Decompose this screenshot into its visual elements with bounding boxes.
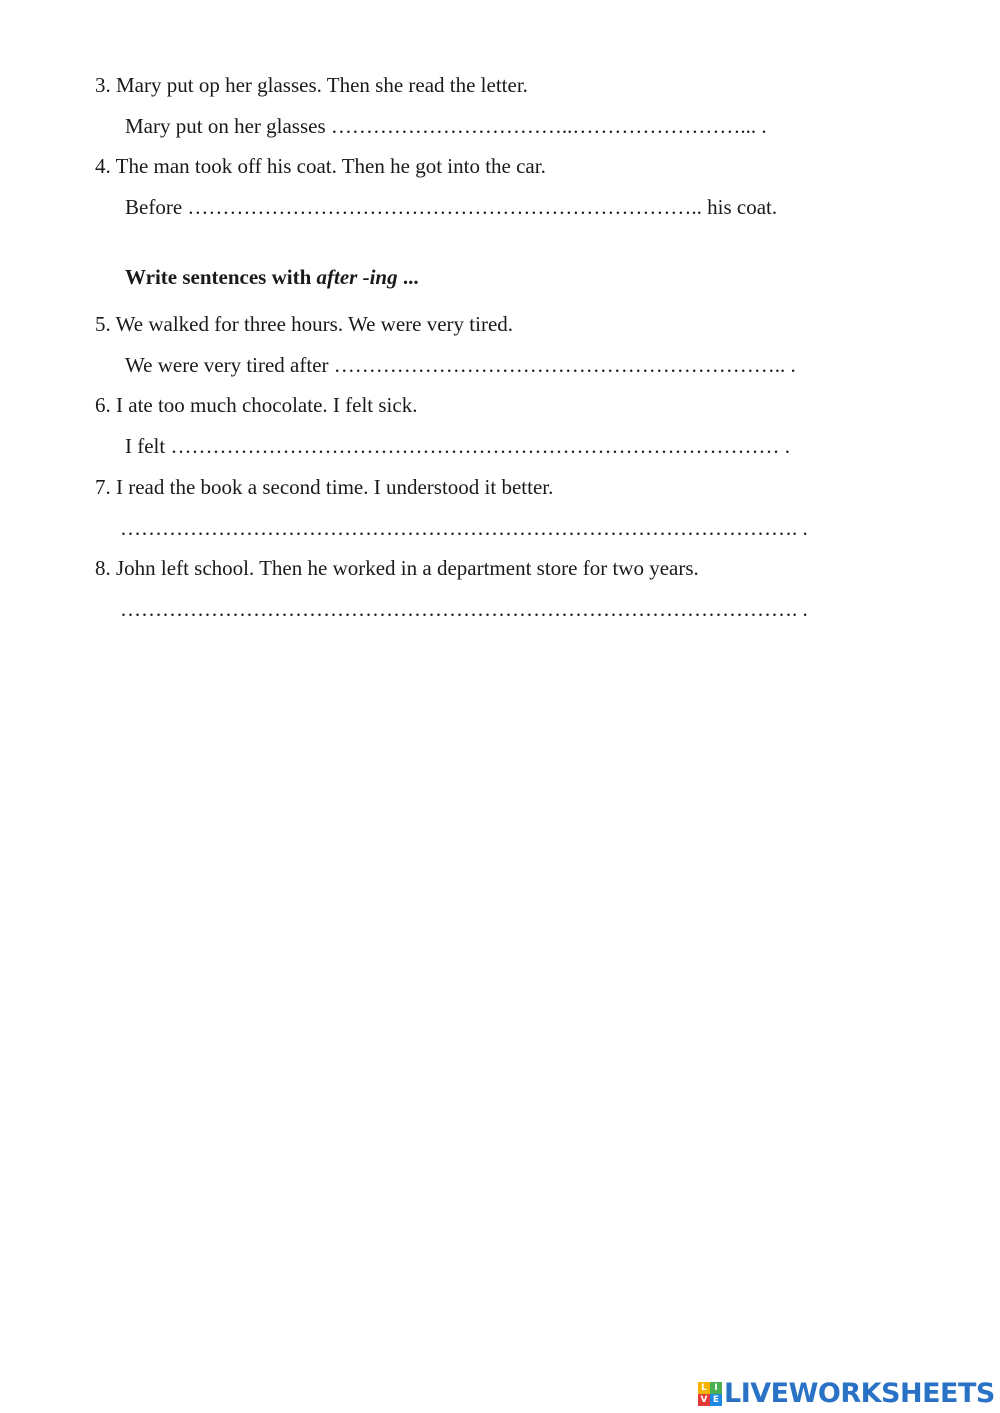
exercise-4-answer-line[interactable]: Before ……………………………………………………………….. his coat. [125, 195, 778, 219]
exercise-7-answer-line[interactable]: ……………………………………………………………………………………. . [120, 516, 808, 540]
liveworksheets-logo-text: LIVEWORKSHEETS [724, 1378, 995, 1409]
logo-letter-e: E [710, 1394, 722, 1406]
exercise-8-question: 8. John left school. Then he worked in a department store for two years. [95, 556, 699, 580]
section-heading-suffix: ... [397, 265, 419, 289]
exercise-6-answer-line[interactable]: I felt …………………………………………………………………………… . [125, 434, 790, 458]
section-heading [125, 264, 419, 290]
exercise-7-question: 7. I read the book a second time. I understood it better. [95, 475, 554, 499]
exercise-8-answer-line[interactable]: ……………………………………………………………………………………. . [120, 597, 808, 621]
exercise-5-answer-line[interactable]: We were very tired after ……………………………………………………….. . [125, 353, 796, 377]
section-heading-prefix: Write sentences with [125, 265, 317, 289]
logo-letter-l: L [698, 1382, 710, 1394]
section-heading-italic: after -ing [316, 265, 398, 289]
exercise-6-question: 6. I ate too much chocolate. I felt sick. [95, 393, 418, 417]
exercise-3-question: 3. Mary put op her glasses. Then she read the letter. [95, 73, 528, 97]
liveworksheets-logo-icon [698, 1382, 722, 1406]
exercise-4-question: 4. The man took off his coat. Then he got into the car. [95, 154, 546, 178]
exercise-3-answer-line[interactable]: Mary put on her glasses ……………………………..……………………... . [125, 114, 767, 138]
liveworksheets-logo [698, 1378, 995, 1410]
logo-letter-i: I [710, 1382, 722, 1394]
exercise-5-question: 5. We walked for three hours. We were very tired. [95, 312, 514, 336]
logo-letter-v: V [698, 1394, 710, 1406]
